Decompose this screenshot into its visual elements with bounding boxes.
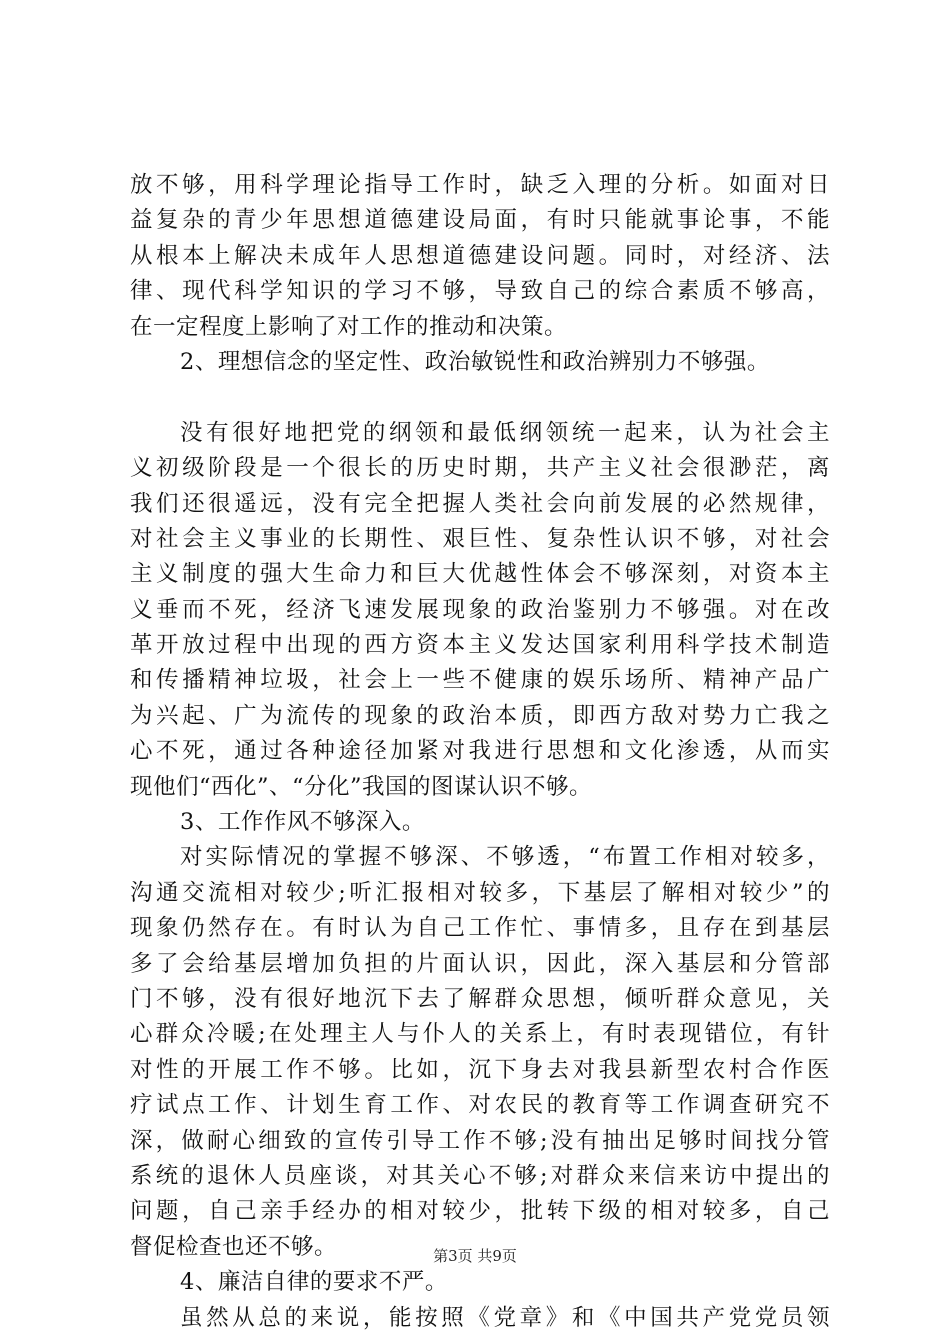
blank-line (130, 380, 830, 415)
text-line: 现他们“西化”、“分化”我国的图谋认识不够。 (130, 773, 593, 800)
paragraph-work-style (130, 840, 830, 1265)
text-line: 和传播精神垃圾，社会上一些不健康的娱乐场所、精神产品广 (130, 667, 830, 694)
text-line: 对实际情况的掌握不够深、不够透，“布置工作相对较多， (180, 844, 830, 871)
text-line: 疗试点工作、计划生育工作、对农民的教育等工作调查研究不 (130, 1092, 830, 1119)
text-line: 沟通交流相对较少;听汇报相对较多，下基层了解相对较少”的 (130, 879, 830, 906)
text-line: 对社会主义事业的长期性、艰巨性、复杂性认识不够，对社会 (130, 525, 830, 552)
text-line: 督促检查也还不够。 (130, 1233, 338, 1260)
page-number-footer: 第3页 共9页 (433, 1247, 517, 1265)
text-line: 系统的退休人员座谈，对其关心不够;对群众来信来访中提出的 (130, 1162, 830, 1189)
text-line: 问题，自己亲手经办的相对较少，批转下级的相对较多，自己 (130, 1198, 830, 1225)
text-line: 为兴起、广为流传的现象的政治本质，即西方敌对势力亡我之 (130, 702, 830, 729)
text-line: 我们还很遥远，没有完全把握人类社会向前发展的必然规律， (130, 490, 830, 517)
document-body (130, 168, 830, 1336)
text-line: 益复杂的青少年思想道德建设局面，有时只能就事论事，不能 (130, 207, 830, 234)
text-line: 门不够，没有很好地沉下去了解群众思想，倾听群众意见，关 (130, 985, 830, 1012)
text-line: 从根本上解决未成年人思想道德建设问题。同时，对经济、法 (130, 242, 830, 269)
text-line: 深，做耐心细致的宣传引导工作不够;没有抽出足够时间找分管 (130, 1127, 830, 1154)
text-line: 现象仍然存在。有时认为自己工作忙、事情多，且存在到基层 (130, 915, 830, 942)
text-line: 虽然从总的来说，能按照《党章》和《中国共产党党员领 (180, 1304, 830, 1331)
text-line: 心群众冷暖;在处理主人与仆人的关系上，有时表现错位，有针 (130, 1021, 830, 1048)
text-line: 心不死，通过各种途径加紧对我进行思想和文化渗透，从而实 (130, 738, 830, 765)
text-line: 义垂而不死，经济飞速发展现象的政治鉴别力不够强。对在改 (130, 596, 830, 623)
text-line: 义初级阶段是一个很长的历史时期，共产主义社会很渺茫，离 (130, 455, 830, 482)
text-line: 没有很好地把党的纲领和最低纲领统一起来，认为社会主 (180, 419, 830, 446)
paragraph-continuation (130, 168, 830, 345)
text-line: 律、现代科学知识的学习不够，导致自己的综合素质不够高， (130, 278, 830, 305)
text-line: 主义制度的强大生命力和巨大优越性体会不够深刻，对资本主 (130, 561, 830, 588)
text-line: 对性的开展工作不够。比如，沉下身去对我县新型农村合作医 (130, 1056, 830, 1083)
section-heading-3: 3、工作作风不够深入。 (180, 809, 425, 836)
paragraph-ideals (130, 416, 830, 805)
text-line: 多了会给基层增加负担的片面认识，因此，深入基层和分管部 (130, 950, 830, 977)
section-heading-4: 4、廉洁自律的要求不严。 (180, 1269, 448, 1296)
text-line: 革开放过程中出现的西方资本主义发达国家利用科学技术制造 (130, 632, 830, 659)
section-heading-2: 2、理想信念的坚定性、政治敏锐性和政治辨别力不够强。 (180, 348, 770, 375)
paragraph-integrity (130, 1301, 830, 1336)
text-line: 在一定程度上影响了对工作的推动和决策。 (130, 313, 568, 340)
text-line: 放不够，用科学理论指导工作时，缺乏入理的分析。如面对日 (130, 172, 830, 198)
